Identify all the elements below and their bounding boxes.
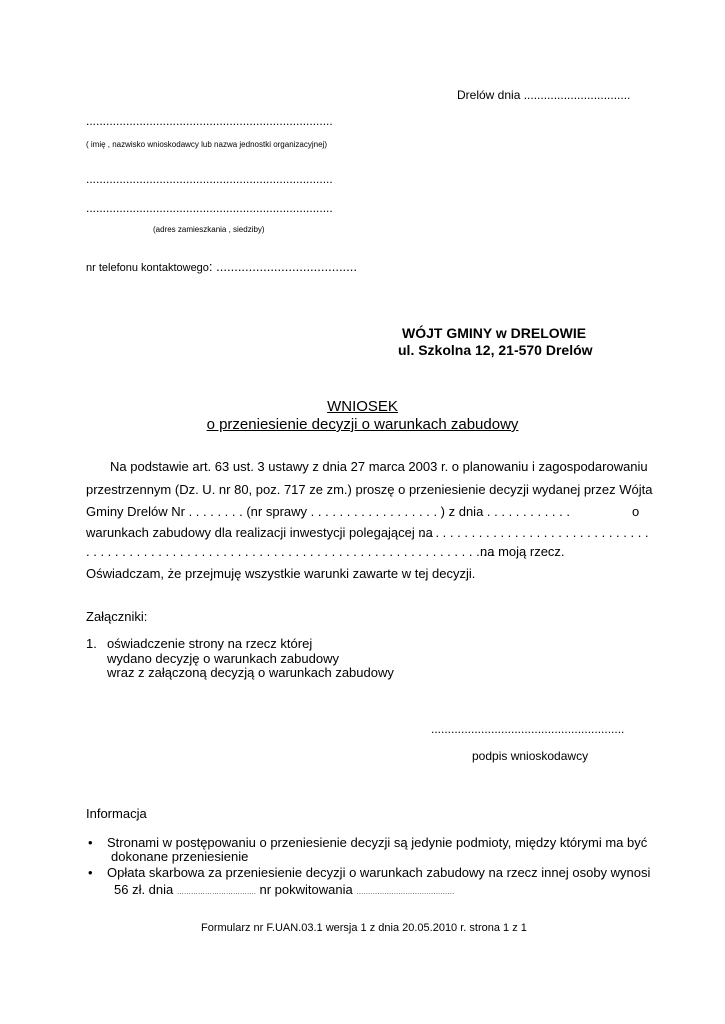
address-caption: (adres zamieszkania , siedziby): [153, 225, 265, 234]
attachments-heading: Załączniki:: [86, 609, 148, 624]
phone-row: [86, 258, 357, 276]
attachment-line-1: oświadczenie strony na rzecz której: [107, 636, 313, 651]
address-line-2: ..........................................................................: [86, 201, 333, 215]
body-line-1: Na podstawie art. 63 ust. 3 ustawy z dnia 27 marca 2003 r. o planowaniu i zagospodarowaniu: [110, 459, 648, 474]
place-date: Drelów dnia ................................: [457, 88, 631, 102]
applicant-name-line: ..........................................................................: [86, 114, 333, 128]
fee-date-dots: …………………………….: [176, 889, 256, 896]
signature-caption: podpis wnioskodawcy: [472, 749, 589, 763]
info-item-2-line-2: [114, 882, 454, 897]
info-item-1-line-1: Stronami w postępowaniu o przeniesienie decyzji są jedynie podmioty, między którymi ma być: [107, 835, 648, 850]
document-subtitle: o przeniesienie decyzji o warunkach zabudowy: [206, 416, 519, 433]
info-item-2-line-1: Opłata skarbowa za przeniesienie decyzji o warunkach zabudowy na rzecz innej osoby wynosi: [107, 865, 651, 880]
bullet-1: •: [88, 835, 93, 850]
body-line-3: Gminy Drelów Nr . . . . . . . . (nr sprawy . . . . . . . . . . . . . . . . . . ) z dnia . . . . . . . . . . . .: [86, 504, 570, 519]
body-line-6: Oświadczam, że przejmuję wszystkie warunki zawarte w tej decyzji.: [86, 566, 476, 581]
phone-value: : .......................................: [208, 259, 358, 274]
document-title: WNIOSEK: [327, 398, 398, 415]
signature-line: ..........................................................: [431, 722, 625, 736]
fee-amount-date: 56 zł. dnia: [114, 882, 174, 897]
recipient-line-1: WÓJT GMINY w DRELOWIE: [402, 325, 587, 341]
attachment-line-3: wraz z załączoną decyzją o warunkach zabudowy: [107, 665, 394, 680]
attachment-line-2: wydano decyzję o warunkach zabudowy: [107, 651, 339, 666]
address-line-1: ..........................................................................: [86, 172, 333, 186]
receipt-dots: ……………………………………: [356, 889, 455, 896]
applicant-name-caption: ( imię , nazwisko wnioskodawcy lub nazwa jednostki organizacyjnej): [86, 140, 327, 149]
bullet-2: •: [88, 865, 93, 880]
body-line-4-dots: . . . . . . . . . . . . . . . . . . . . . . . . . . . . . . . .: [421, 525, 649, 540]
body-line-4: warunkach zabudowy dla realizacji inwestycji polegającej na: [86, 525, 433, 540]
body-line-2: przestrzennym (Dz. U. nr 80, poz. 717 ze zm.) proszę o przeniesienie decyzji wydanej przez Wójta: [86, 482, 653, 497]
body-line-5-end: na moją rzecz.: [480, 544, 565, 559]
form-footer: Formularz nr F.UAN.03.1 wersja 1 z dnia 20.05.2010 r. strona 1 z 1: [201, 922, 527, 934]
body-line-3-end: o: [632, 504, 640, 519]
recipient-line-2: ul. Szkolna 12, 21-570 Drelów: [398, 342, 593, 358]
receipt-label: nr pokwitowania: [259, 882, 353, 897]
info-item-1-line-2: dokonane przeniesienie: [111, 849, 249, 864]
info-heading: Informacja: [86, 806, 147, 821]
body-line-5-dots: . . . . . . . . . . . . . . . . . . . . . . . . . . . . . . . . . . . . . . . . . . . . . . . . . . . . . . . . . .: [86, 544, 502, 559]
phone-label: nr telefonu kontaktowego: [86, 262, 209, 274]
attachment-number: 1.: [86, 636, 97, 651]
